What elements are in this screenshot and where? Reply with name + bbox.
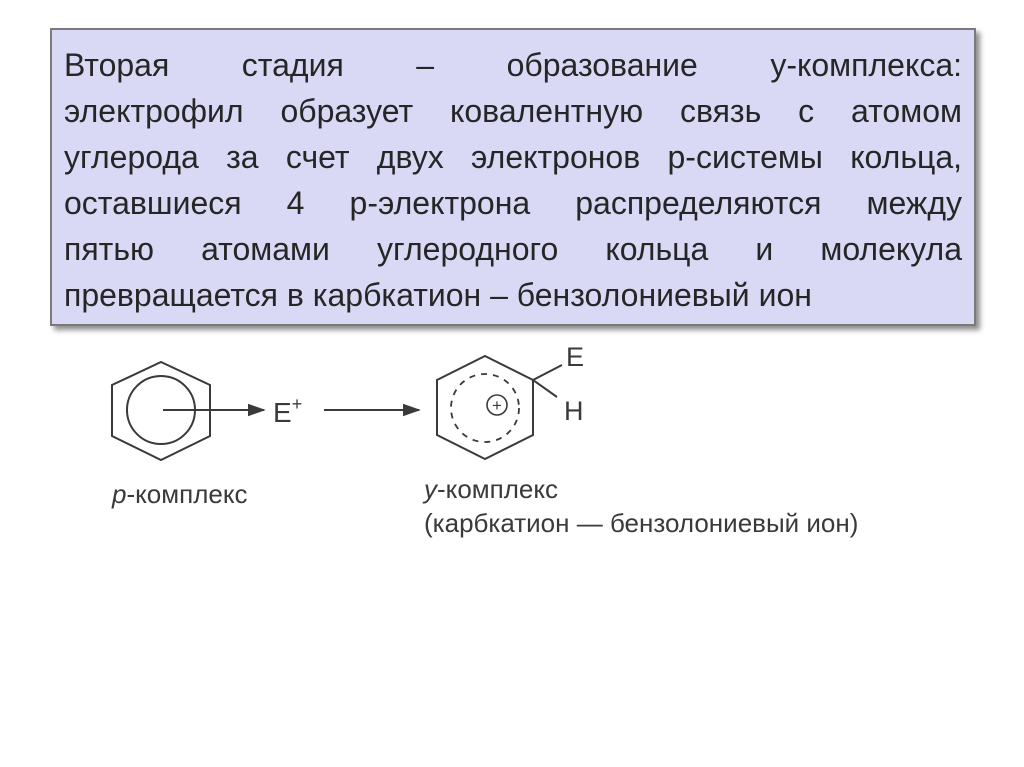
electrophile-label: E+	[273, 394, 303, 428]
p-complex-label: p-комплекс	[112, 479, 248, 509]
y-complex-structure	[437, 342, 584, 459]
bond-to-e	[533, 365, 562, 380]
y-complex-label: y-комплекс	[424, 474, 559, 504]
description-line: оставшиеся 4 p-электрона распределяются между	[64, 185, 962, 221]
description-line: Вторая стадия – образование у-комплекса:	[64, 47, 962, 83]
description-line: превращается в карбкатион – бензолониевый ион	[64, 277, 812, 313]
substituent-h-label: H	[564, 396, 584, 426]
substituent-e-label: E	[566, 342, 585, 372]
delocalized-charge-arc	[451, 374, 519, 442]
positive-charge-sign: +	[492, 396, 502, 415]
description-line: электрофил образует ковалентную связь с атомом	[64, 93, 962, 129]
cyclohexadienyl-hexagon	[437, 356, 533, 459]
y-complex-note: (карбкатион — бензолониевый ион)	[424, 508, 859, 538]
p-complex-structure	[112, 362, 264, 460]
bond-to-h	[533, 380, 557, 397]
description-line: пятью атомами углеродного кольца и молекула	[64, 231, 962, 267]
description-line: углерода за счет двух электронов p-системы кольца,	[64, 139, 962, 175]
